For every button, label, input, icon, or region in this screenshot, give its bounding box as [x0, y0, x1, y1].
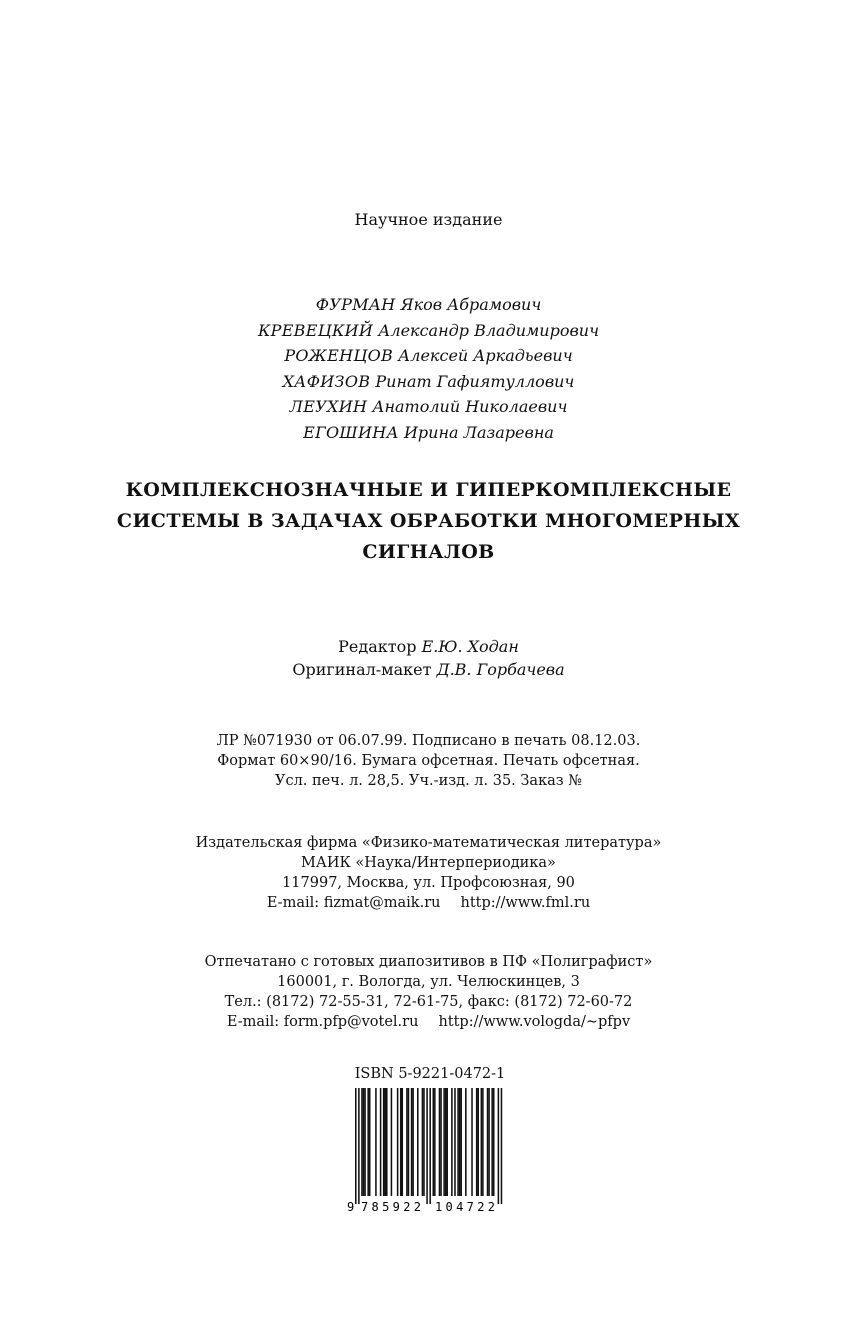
barcode-left-digits: 785922	[361, 1200, 421, 1214]
book-title	[0, 475, 857, 568]
barcode-bar	[400, 1088, 402, 1196]
barcode-guard-bar	[358, 1088, 360, 1204]
publisher-info	[0, 833, 857, 913]
barcode-bar	[440, 1088, 442, 1196]
publisher-address: 117997, Москва, ул. Профсоюзная, 90	[282, 875, 575, 891]
printer-url: http://www.vologda/∼pfpv	[438, 1014, 631, 1030]
author-name: Ринат Гафиятуллович	[375, 371, 575, 391]
printer-name: Отпечатано с готовых диапозитивов в ПФ «Полиграфист»	[204, 954, 653, 970]
barcode-bar	[408, 1088, 410, 1196]
author-line	[0, 394, 857, 420]
publisher-url: http://www.fml.ru	[460, 895, 591, 911]
barcode-bar	[375, 1088, 377, 1196]
barcode-bar	[465, 1088, 467, 1196]
barcode-bar	[423, 1088, 425, 1196]
title-line: СИСТЕМЫ В ЗАДАЧАХ ОБРАБОТКИ МНОГОМЕРНЫХ	[116, 510, 741, 532]
barcode-bar	[417, 1088, 419, 1196]
barcode-bar	[364, 1088, 366, 1196]
author-surname: ЛЕУХИН	[289, 397, 368, 417]
editor-label: Редактор	[338, 637, 417, 656]
layout-name: Д.В. Горбачева	[436, 660, 565, 679]
author-line	[0, 369, 857, 395]
author-name: Ирина Лазаревна	[403, 422, 554, 442]
author-surname: КРЕВЕЦКИЙ	[257, 320, 374, 340]
author-name: Яков Абрамович	[400, 295, 542, 314]
printer-address: 160001, г. Вологда, ул. Челюскинцев, 3	[277, 974, 580, 990]
barcode-bar	[454, 1088, 456, 1196]
author-list	[0, 292, 857, 446]
layout-line	[0, 658, 857, 681]
author-name: Александр Владимирович	[378, 320, 600, 340]
barcode-bar	[487, 1088, 489, 1196]
barcode-bar	[482, 1088, 484, 1196]
title-line: СИГНАЛОВ	[362, 541, 495, 563]
barcode-bar	[477, 1088, 479, 1196]
title-line: КОМПЛЕКСНОЗНАЧНЫЕ И ГИПЕРКОМПЛЕКСНЫЕ	[125, 479, 732, 501]
barcode-bar	[361, 1088, 363, 1196]
barcode-bar	[488, 1088, 490, 1196]
barcode-bar	[411, 1088, 413, 1196]
barcode-bar	[493, 1088, 495, 1196]
barcode-bar	[434, 1088, 436, 1196]
print-line: Формат 60×90/16. Бумага офсетная. Печать офсетная.	[217, 753, 640, 769]
barcode-bar	[443, 1088, 445, 1196]
layout-label: Оригинал-макет	[292, 660, 432, 679]
barcode-bar	[369, 1088, 371, 1196]
barcode-bar	[402, 1088, 404, 1196]
author-surname: РОЖЕНЦОВ	[284, 346, 394, 366]
barcode-bar	[481, 1088, 483, 1196]
barcode-bar	[406, 1088, 408, 1196]
author-surname: ЕГОШИНА	[303, 422, 399, 442]
barcode-bars	[355, 1088, 502, 1204]
barcode	[345, 1084, 515, 1214]
print-info	[0, 731, 857, 791]
barcode-bar	[367, 1088, 369, 1196]
barcode-right-digits: 104722	[435, 1200, 495, 1214]
printer-phones: Тел.: (8172) 72-55-31, 72-61-75, факс: (8172) 72-60-72	[224, 994, 633, 1010]
barcode-bar	[460, 1088, 462, 1196]
author-line	[0, 420, 857, 446]
publisher-contacts	[0, 893, 857, 913]
barcode-bar	[386, 1088, 388, 1196]
barcode-guard-bar	[426, 1088, 428, 1204]
barcode-bar	[422, 1088, 424, 1196]
barcode-guard-bar	[501, 1088, 503, 1204]
printer-info	[0, 952, 857, 1032]
editor-name: Е.Ю. Ходан	[421, 637, 519, 656]
author-line	[0, 292, 857, 318]
barcode-bar	[383, 1088, 385, 1196]
printer-contacts	[0, 1012, 857, 1032]
barcode-bar	[363, 1088, 365, 1196]
barcode-bar	[451, 1088, 453, 1196]
barcode-guard-bar	[498, 1088, 500, 1204]
publisher-name: Издательская фирма «Физико-математическая литература»	[195, 835, 662, 851]
barcode-bar	[439, 1088, 441, 1196]
author-name: Анатолий Николаевич	[372, 397, 568, 417]
barcode-bar	[476, 1088, 478, 1196]
barcode-bar	[412, 1088, 414, 1196]
barcode-bar	[445, 1088, 447, 1196]
barcode-guard-bar	[429, 1088, 431, 1204]
barcode-bar	[471, 1088, 473, 1196]
barcode-guard-bar	[355, 1088, 357, 1204]
author-line	[0, 343, 857, 369]
author-surname: ХАФИЗОВ	[282, 371, 371, 391]
print-line: ЛР №071930 от 06.07.99. Подписано в печать 08.12.03.	[216, 733, 641, 749]
barcode-bar	[380, 1088, 382, 1196]
printer-email: E-mail: form.pfp@votel.ru	[226, 1014, 419, 1030]
barcode-bar	[384, 1088, 386, 1196]
barcode-bar	[391, 1088, 393, 1196]
barcode-bar	[397, 1088, 399, 1196]
isbn-block	[345, 1066, 515, 1214]
author-name: Алексей Аркадьевич	[398, 346, 573, 366]
barcode-bar	[457, 1088, 459, 1196]
author-line	[0, 318, 857, 344]
barcode-bar	[433, 1088, 435, 1196]
edition-type: Научное издание	[354, 210, 503, 229]
barcode-bar	[459, 1088, 461, 1196]
barcode-first-digit: 9	[347, 1200, 355, 1214]
publisher-email: E-mail: fizmat@maik.ru	[266, 895, 441, 911]
barcode-bar	[446, 1088, 448, 1196]
print-line: Усл. печ. л. 28,5. Уч.-изд. л. 35. Заказ №	[274, 773, 583, 789]
author-surname: ФУРМАН	[315, 295, 396, 314]
publisher-imprint: МАИК «Наука/Интерпериодика»	[301, 855, 556, 871]
credits	[0, 635, 857, 681]
editor-line	[0, 635, 857, 658]
barcode-bar	[491, 1088, 493, 1196]
isbn-number: ISBN 5-9221-0472-1	[354, 1066, 506, 1082]
